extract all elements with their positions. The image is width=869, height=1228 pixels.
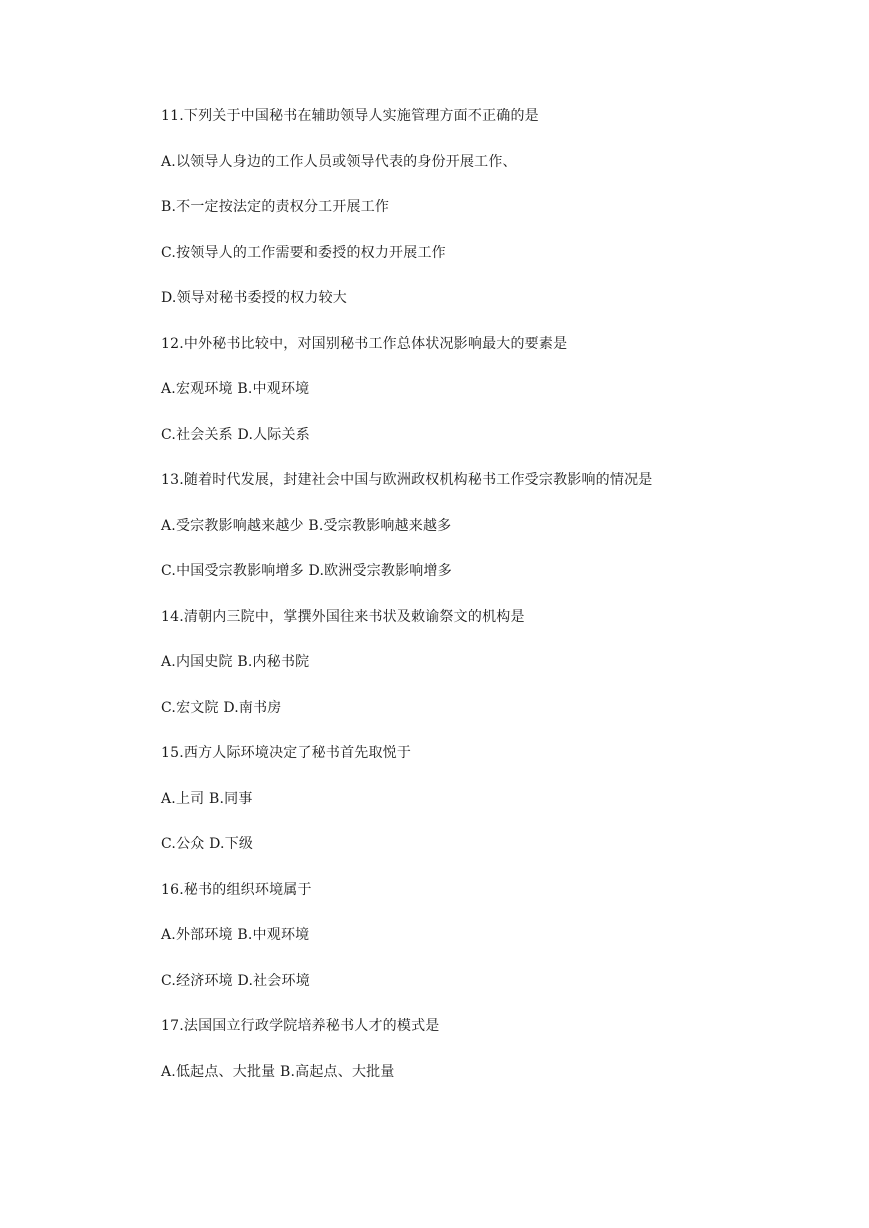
question-13-stem: 13.随着时代发展，封建社会中国与欧洲政权机构秘书工作受宗教影响的情况是 — [161, 472, 653, 488]
question-14-options-cd: C.宏文院 D.南书房 — [161, 699, 282, 716]
question-12-options-ab: A.宏观环境 B.中观环境 — [161, 381, 310, 397]
question-14-options-ab: A.内国史院 B.内秘书院 — [161, 654, 310, 670]
question-12-options-cd: C.社会关系 D.人际关系 — [161, 426, 310, 443]
question-13-options-ab: A.受宗教影响越来越少 B.受宗教影响越来越多 — [161, 517, 452, 534]
question-16-stem: 16.秘书的组织环境属于 — [161, 881, 312, 898]
question-17-options-ab: A.低起点、大批量 B.高起点、大批量 — [161, 1063, 395, 1080]
question-15-options-ab: A.上司 B.同事 — [161, 790, 253, 807]
question-15-options-cd: C.公众 D.下级 — [161, 836, 254, 852]
question-16-options-cd: C.经济环境 D.社会环境 — [161, 972, 310, 989]
question-11-option-c: C.按领导人的工作需要和委授的权力开展工作 — [161, 244, 446, 261]
question-13-options-cd: C.中国受宗教影响增多 D.欧洲受宗教影响增多 — [161, 563, 452, 579]
question-11-option-b: B.不一定按法定的责权分工开展工作 — [161, 199, 390, 215]
document-page — [161, 104, 841, 1105]
question-17-stem: 17.法国国立行政学院培养秘书人才的模式是 — [161, 1018, 440, 1034]
question-12-stem: 12.中外秘书比较中，对国别秘书工作总体状况影响最大的要素是 — [161, 335, 568, 352]
question-11-stem: 11.下列关于中国秘书在辅助领导人实施管理方面不正确的是 — [161, 108, 539, 124]
question-14-stem: 14.清朝内三院中，掌撰外国往来书状及敕谕祭文的机构是 — [161, 608, 525, 625]
question-11-option-a: A.以领导人身边的工作人员或领导代表的身份开展工作、 — [161, 153, 517, 170]
question-15-stem: 15.西方人际环境决定了秘书首先取悦于 — [161, 745, 412, 761]
question-11-option-d: D.领导对秘书委授的权力较大 — [161, 290, 347, 306]
question-16-options-ab: A.外部环境 B.中观环境 — [161, 927, 310, 943]
